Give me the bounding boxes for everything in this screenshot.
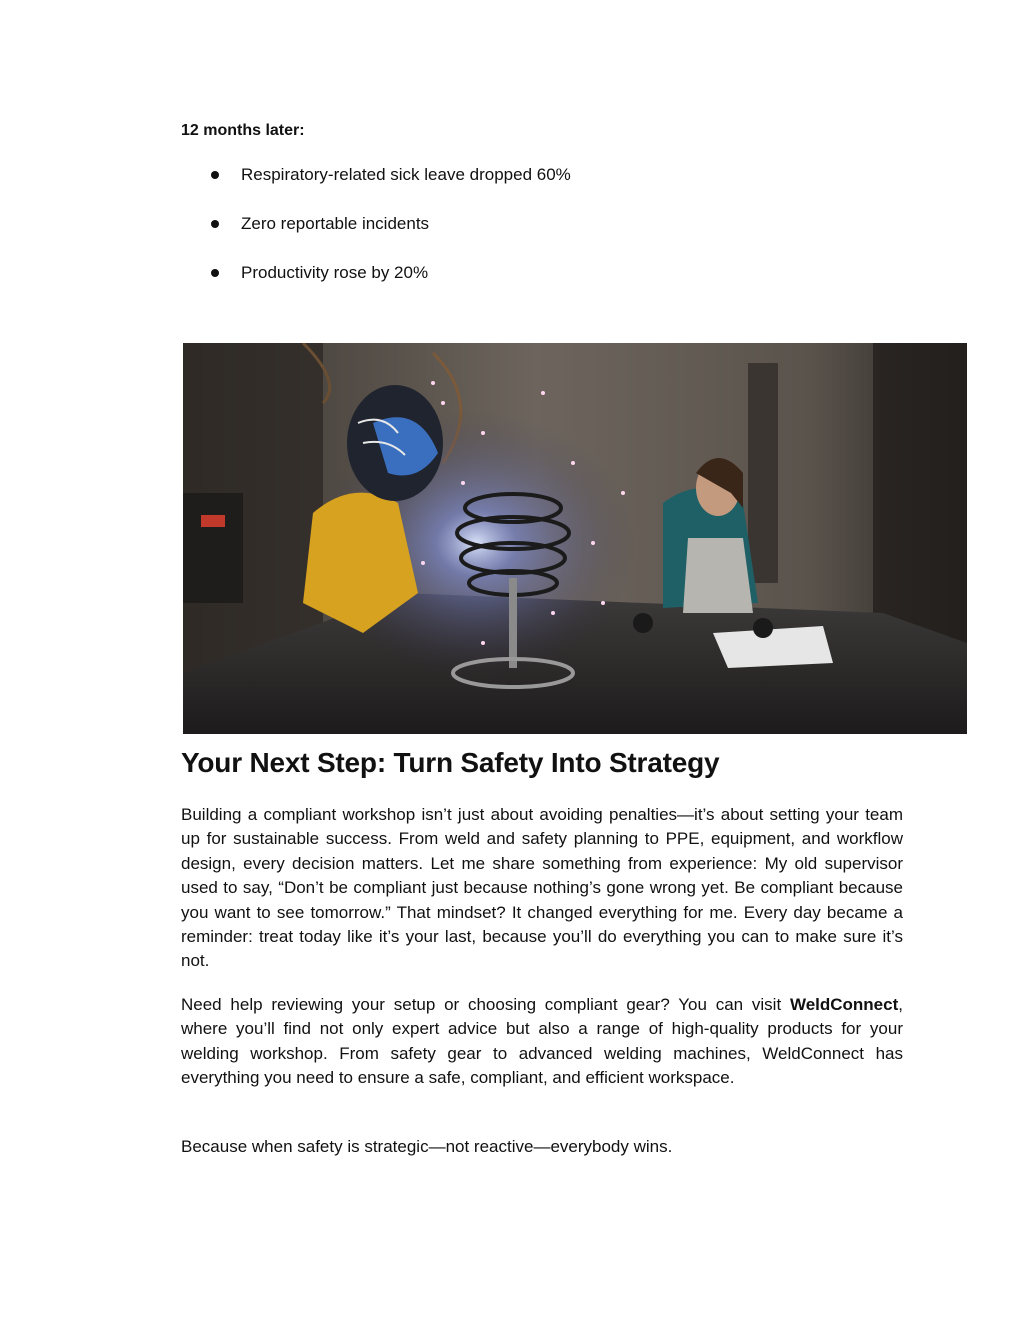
body-paragraph: Building a compliant workshop isn’t just about avoiding penalties—it’s about setting your team up for sustainable success. From weld and safety planning to PPE, equipment, and workflow design, every decision matters. Let me share something from experience: My old supervisor used to say, “Don’t be compliant just because nothing’s gone wrong yet. Be compliant because you want to see tomorrow.” That mindset? It changed everything for me. Every day became a reminder: treat today like it’s your last, because you’ll do everything you can to make sure it’s not. [181,805,903,971]
results-list [181,163,571,310]
bullet-icon [211,171,219,179]
body-paragraph-weldconnect [181,993,903,1091]
bullet-icon [211,269,219,277]
list-item-text: Productivity rose by 20% [241,263,429,282]
paragraph-text: , where you’ll find not only expert advice but also a range of high-quality products for your welding workshop. From safety gear to advanced welding machines, WeldConnect has everything you need to ensure a safe, compliant, and efficient workspace. [181,995,903,1088]
list-item [181,212,571,261]
list-item-text: Respiratory-related sick leave dropped 60% [241,165,571,184]
list-item-text: Zero reportable incidents [241,214,430,233]
list-item [181,261,571,310]
closing-paragraph: Because when safety is strategic—not reactive—everybody wins. [181,1137,673,1156]
brand-name: WeldConnect [789,995,899,1014]
section-heading: Your Next Step: Turn Safety Into Strategy [181,747,720,778]
welding-workshop-photo [183,343,967,734]
list-item [181,163,571,212]
results-lead: 12 months later: [181,122,305,139]
bullet-icon [211,220,219,228]
paragraph-text: Need help reviewing your setup or choosing compliant gear? You can visit [181,995,790,1014]
